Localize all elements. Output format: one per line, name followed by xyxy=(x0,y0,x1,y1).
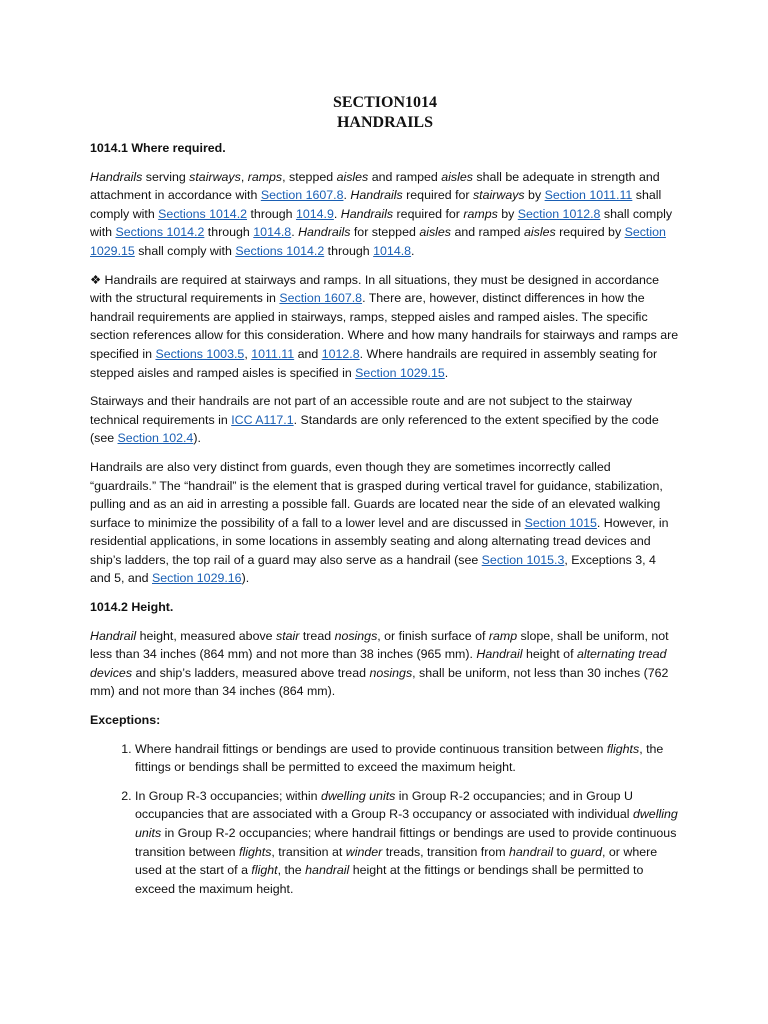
section-number: SECTION1014 xyxy=(332,94,438,111)
link-section-1015[interactable]: Section 1015 xyxy=(524,515,597,530)
commentary-paragraph-2: Stairways and their handrails are not part of an accessible route and are not subject to the stairway technical requirements in ICC A117.1. Standards are only referenced to the extent specified by the code (see Section 102.4). xyxy=(90,394,659,446)
exception-item-2: 2. In Group R-3 occupancies; within dwelling units in Group R-2 occupancies; and in Group U occupancies that are associated with a Group R-3 occupancy or associated with individual dwelling units in Group R-2 occupancies; where handrail fittings or bendings are used to provide continuous transition between flights, transition at winder treads, transition from handrail to guard, or where used at the start of a flight, the handrail height at the fittings or bendings shall be permitted to exceed the maximum height. xyxy=(135,787,680,899)
document-page xyxy=(90,93,680,908)
link-section-1029-16[interactable]: Section 1029.16 xyxy=(152,571,242,586)
commentary-paragraph-3: Handrails are also very distinct from guards, even though they are sometimes incorrectly called “guardrails.” The “handrail” is the element that is grasped during vertical travel for guidance, stabilization, pulling and as an aid in arresting a possible fall. Guards are located near the side of an elevated walking surface to minimize the possibility of a fall to a lower level and are discussed in Section 1015. However, in residential applications, in some locations in assembly seating and along alternating tread devices and ship’s ladders, the top rail of a guard may also serve as a handrail (see Section 1015.3, Exceptions 3, 4 and 5, and Section 1029.16). xyxy=(90,459,669,586)
link-section-1012-8[interactable]: Section 1012.8 xyxy=(517,206,601,221)
paragraph-1014-1-text: Handrails serving stairways, ramps, stepped aisles and ramped aisles shall be adequate in strength and attachment in accordance with Section 1607.8. Handrails required for stairways by Section 1011.11 shall comply with Sections 1014.2 through 1014.9. Handrails required for ramps by Section 1012.8 shall comply with Sections 1014.2 through 1014.8. Handrails for stepped aisles and ramped aisles required by Section 1029.15 shall comply with Sections 1014.2 through 1014.8. xyxy=(90,169,673,258)
exceptions-list xyxy=(90,740,680,899)
section-name: HANDRAILS xyxy=(336,114,433,131)
link-section-1015-3[interactable]: Section 1015.3 xyxy=(481,552,565,567)
exceptions-heading: Exceptions: xyxy=(90,713,161,728)
link-1011-11[interactable]: 1011.11 xyxy=(251,346,295,361)
link-section-1011-11[interactable]: Section 1011.11 xyxy=(544,188,633,203)
link-1012-8[interactable]: 1012.8 xyxy=(321,346,360,361)
subsection-heading-1014-1: 1014.1 Where required. xyxy=(90,141,226,155)
link-sections-1003-5[interactable]: Sections 1003.5 xyxy=(155,346,245,361)
link-1014-8[interactable]: 1014.8 xyxy=(373,243,412,258)
link-section-1607-8[interactable]: Section 1607.8 xyxy=(279,291,363,306)
link-section-1029-15[interactable]: Section 1029.15 xyxy=(355,365,445,380)
paragraph-1014-2-text: Handrail height, measured above stair tread nosings, or finish surface of ramp slope, shall be uniform, not less than 34 inches (864 mm) and not more than 38 inches (965 mm). Handrail height of alternating tread devices and ship’s ladders, measured above tread nosings, shall be uniform, not less than 30 inches (762 mm) and not more than 34 inches (864 mm). xyxy=(90,628,669,699)
link-section-1607-8[interactable]: Section 1607.8 xyxy=(260,188,344,203)
link-section-1029-15[interactable]: Section 1029.15 xyxy=(90,225,666,258)
link-icc-a117-1[interactable]: ICC A117.1 xyxy=(231,412,294,427)
link-section-102-4[interactable]: Section 102.4 xyxy=(117,431,194,446)
link-1014-9[interactable]: 1014.9 xyxy=(295,206,334,221)
section-title xyxy=(90,93,680,133)
subsection-heading-1014-2: 1014.2 Height. xyxy=(90,600,174,615)
link-sections-1014-2[interactable]: Sections 1014.2 xyxy=(115,225,205,240)
exception-item-1: 1. Where handrail fittings or bendings are used to provide continuous transition between flights, the fittings or bendings shall be permitted to exceed the maximum height. xyxy=(135,740,680,777)
link-1014-8[interactable]: 1014.8 xyxy=(253,225,292,240)
commentary-paragraph-1: ❖ Handrails are required at stairways and ramps. In all situations, they must be designed in accordance with the structural requirements in Section 1607.8. There are, however, distinct differences in how the handrail requirements are applied in stairways, ramps, stepped aisles and ramped aisles. The specific section references allow for this consideration. Where and how many handrails for stairways and ramps are specified in Sections 1003.5, 1011.11 and 1012.8. Where handrails are required in assembly seating for stepped aisles and ramped aisles is specified in Section 1029.15. xyxy=(90,272,679,380)
link-sections-1014-2[interactable]: Sections 1014.2 xyxy=(235,243,325,258)
link-sections-1014-2[interactable]: Sections 1014.2 xyxy=(158,206,248,221)
